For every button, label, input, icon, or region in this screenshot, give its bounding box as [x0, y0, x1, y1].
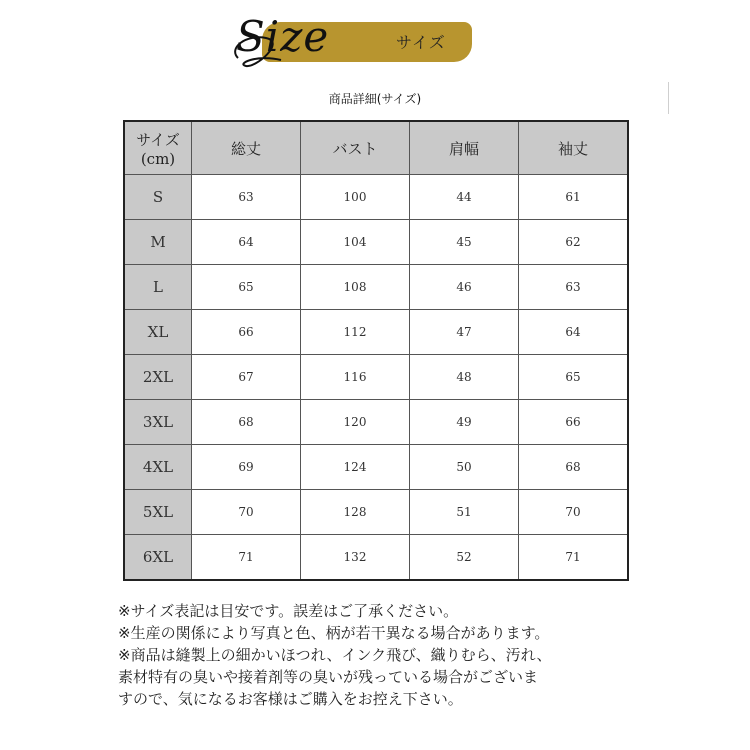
column-header: 総丈	[192, 121, 301, 175]
table-row	[124, 400, 628, 445]
table-row	[124, 220, 628, 265]
table-cell: 48	[410, 355, 519, 400]
table-cell: 70	[519, 490, 629, 535]
size-label: XL	[124, 310, 192, 355]
table-cell: 52	[410, 535, 519, 581]
table-cell: 64	[192, 220, 301, 265]
table-title: 商品詳細(サイズ)	[328, 92, 422, 106]
table-row	[124, 445, 628, 490]
notes	[118, 600, 678, 710]
table-cell: 49	[410, 400, 519, 445]
table-cell: 67	[192, 355, 301, 400]
table-cell: 63	[192, 175, 301, 220]
size-label: M	[124, 220, 192, 265]
note-line: ※生産の関係により写真と色、柄が若干異なる場合があります。	[118, 624, 550, 642]
table-cell: 45	[410, 220, 519, 265]
table-cell: 68	[192, 400, 301, 445]
column-header: 袖丈	[519, 121, 629, 175]
size-subtitle: サイズ	[396, 33, 446, 52]
table-cell: 63	[519, 265, 629, 310]
table-cell: 128	[301, 490, 410, 535]
note-line: 素材特有の臭いや接着剤等の臭いが残っている場合がございま	[118, 668, 539, 686]
table-cell: 112	[301, 310, 410, 355]
table-cell: 70	[192, 490, 301, 535]
table-cell: 132	[301, 535, 410, 581]
table-row	[124, 175, 628, 220]
table-cell: 47	[410, 310, 519, 355]
table-cell: 68	[519, 445, 629, 490]
table-cell: 50	[410, 445, 519, 490]
table-cell: 51	[410, 490, 519, 535]
table-cell: 116	[301, 355, 410, 400]
table-cell: 46	[410, 265, 519, 310]
size-label: 6XL	[124, 535, 192, 581]
table-cell: 120	[301, 400, 410, 445]
table-cell: 104	[301, 220, 410, 265]
table-cell: 66	[519, 400, 629, 445]
table-row	[124, 310, 628, 355]
table-cell: 65	[519, 355, 629, 400]
size-label: 3XL	[124, 400, 192, 445]
column-header: 肩幅	[410, 121, 519, 175]
size-label: S	[124, 175, 192, 220]
size-label: 4XL	[124, 445, 192, 490]
note-line: ※商品は縫製上の細かいほつれ、インク飛び、織りむら、汚れ、	[118, 646, 552, 664]
size-heading: Size	[236, 12, 330, 61]
table-cell: 71	[192, 535, 301, 581]
size-label: L	[124, 265, 192, 310]
table-cell: 66	[192, 310, 301, 355]
table-row	[124, 355, 628, 400]
table-cell: 64	[519, 310, 629, 355]
note-line: すので、気になるお客様はご購入をお控え下さい。	[118, 690, 463, 708]
table-cell: 108	[301, 265, 410, 310]
size-label: 5XL	[124, 490, 192, 535]
table-cell: 61	[519, 175, 629, 220]
table-cell: 100	[301, 175, 410, 220]
corner-header	[124, 121, 192, 175]
table-header-row	[124, 121, 628, 175]
corner-label-line2: (cm)	[140, 149, 176, 168]
table-row	[124, 265, 628, 310]
table-row	[124, 535, 628, 581]
table-cell: 124	[301, 445, 410, 490]
table-cell: 62	[519, 220, 629, 265]
table-cell: 71	[519, 535, 629, 581]
note-line: ※サイズ表記は目安です。誤差はご了承ください。	[118, 602, 459, 620]
column-header: バスト	[301, 121, 410, 175]
table-row	[124, 490, 628, 535]
size-label: 2XL	[124, 355, 192, 400]
table-cell: 44	[410, 175, 519, 220]
size-table	[123, 120, 629, 581]
table-cell: 65	[192, 265, 301, 310]
corner-label-line1: サイズ	[136, 130, 180, 149]
table-cell: 69	[192, 445, 301, 490]
